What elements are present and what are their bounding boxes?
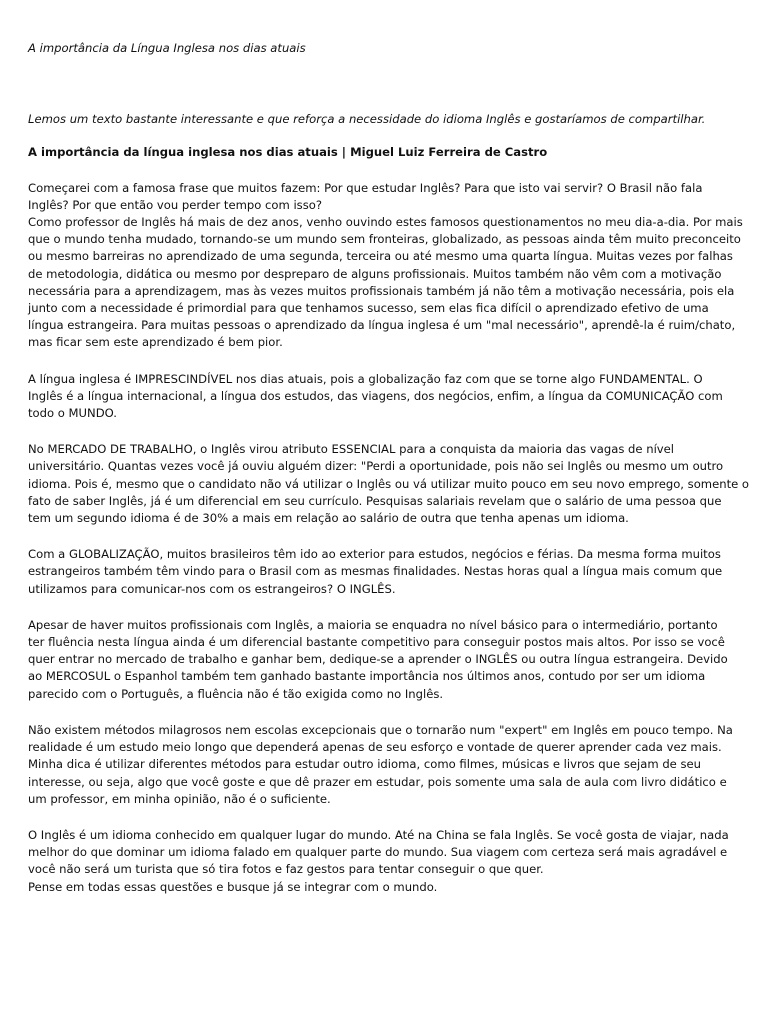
paragraph-line: ao MERCOSUL o Espanhol também tem ganhado bastante importância nos últimos anos, contudo por ser um idioma xyxy=(28,669,706,684)
paragraph-line: você não será um turista que só tira fotos e faz gestos para tentar conseguir o que quer. xyxy=(28,862,544,877)
paragraph-line: estrangeiros também têm vindo para o Brasil com as mesmas finalidades. Nestas horas qual a língua mais comum que xyxy=(28,564,723,579)
paragraph-line: necessária para a aprendizagem, mas às vezes muitos profissionais também já não têm a motivação necessária, pois ela xyxy=(28,283,735,298)
paragraph-line: Não existem métodos milagrosos nem escolas excepcionais que o tornarão num "expert" em Inglês em pouco tempo. Na xyxy=(28,722,733,737)
paragraph-line: parecido com o Português, a fluência não é tão exigida como no Inglês. xyxy=(28,686,444,701)
paragraph-line: Minha dica é utilizar diferentes métodos para estudar outro idioma, como filmes, músicas e livros que sejam de seu xyxy=(28,757,702,772)
article-paragraph xyxy=(28,617,748,703)
paragraph-line: universitário. Quantas vezes você já ouviu alguém dizer: "Perdi a oportunidade, pois não sei Inglês ou mesmo um outro xyxy=(28,459,724,474)
article-paragraph xyxy=(28,371,748,423)
paragraph-line: ter fluência nesta língua ainda é um diferencial bastante competitivo para conseguir postos mais altos. Por isso se você xyxy=(28,635,725,650)
paragraph-line: fato de saber Inglês, já é um diferencial em seu currículo. Pesquisas salariais revelam que o salário de uma pessoa que xyxy=(28,493,722,508)
paragraph-line: Inglês é a língua internacional, a língua dos estudos, das viagens, dos negócios, enfim, a língua da COMUNICAÇÃO com xyxy=(28,388,723,403)
paragraph-line: interesse, ou seja, algo que você goste e que dê prazer em estudar, pois somente uma sala de aula com livro didático e xyxy=(28,774,727,789)
article-paragraph xyxy=(28,441,748,527)
paragraph-line: No MERCADO DE TRABALHO, o Inglês virou atributo ESSENCIAL para a conquista da maioria das vagas de nível xyxy=(28,442,674,457)
paragraph-line: todo o MUNDO. xyxy=(28,406,117,421)
paragraph-line: realidade é um estudo meio longo que dependerá apenas de seu esforço e vontade de querer aprender cada vez mais. xyxy=(28,740,722,755)
paragraph-line: Apesar de haver muitos profissionais com Inglês, a maioria se enquadra no nível básico para o intermediário, portanto xyxy=(28,617,718,632)
paragraph-line: melhor do que dominar um idioma falado em qualquer parte do mundo. Sua viagem com certeza será mais agradável e xyxy=(28,845,728,860)
article-body xyxy=(28,180,748,896)
article-paragraph xyxy=(28,722,748,808)
paragraph-line: um professor, em minha opinião, não é o suficiente. xyxy=(28,791,331,806)
paragraph-line: Inglês? Por que então vou perder tempo com isso? xyxy=(28,197,323,212)
paragraph-line: que o mundo tenha mudado, tornando-se um mundo sem fronteiras, globalizado, as pessoas ainda têm muito preconceito xyxy=(28,232,741,247)
paragraph-line: idioma. Pois é, mesmo que o candidato não vá utilizar o Inglês ou vá utilizar muito pouco em seu novo emprego, somente o xyxy=(28,476,750,491)
paragraph-line: de metodologia, didática ou mesmo por despreparo de alguns profissionais. Muitos também não vêm com a motivação xyxy=(28,266,722,281)
article-paragraph xyxy=(28,180,748,352)
paragraph-line: língua estrangeira. Para muitas pessoas o aprendizado da língua inglesa é um "mal necessário", aprendê-la é ruim/chato, xyxy=(28,318,736,333)
paragraph-line: Com a GLOBALIZAÇÃO, muitos brasileiros têm ido ao exterior para estudos, negócios e férias. Da mesma forma muitos xyxy=(28,547,721,562)
paragraph-line: O Inglês é um idioma conhecido em qualquer lugar do mundo. Até na China se fala Inglês. Se você gosta de viajar, nada xyxy=(28,827,729,842)
paragraph-line: mas ficar sem este aprendizado é bem pior. xyxy=(28,335,283,350)
article-paragraph xyxy=(28,827,748,896)
paragraph-line: A língua inglesa é IMPRESCINDÍVEL nos dias atuais, pois a globalização faz com que se torne algo FUNDAMENTAL. O xyxy=(28,371,703,386)
paragraph-line: Pense em todas essas questões e busque já se integrar com o mundo. xyxy=(28,879,438,894)
paragraph-line: ou mesmo barreiras no aprendizado de uma segunda, terceira ou até mesmo uma quarta língua. Muitas vezes por falhas xyxy=(28,249,733,264)
paragraph-line: Começarei com a famosa frase que muitos fazem: Por que estudar Inglês? Para que isto vai servir? O Brasil não fala xyxy=(28,180,703,195)
article-paragraph xyxy=(28,546,748,598)
paragraph-line: Como professor de Inglês há mais de dez anos, venho ouvindo estes famosos questionamentos no meu dia-a-dia. Por mais xyxy=(28,215,743,230)
paragraph-line: tem um segundo idioma é de 30% a mais em relação ao salário de outra que tenha apenas um idioma. xyxy=(28,511,629,526)
document-title: A importância da Língua Inglesa nos dias atuais xyxy=(28,41,306,55)
paragraph-line: quer entrar no mercado de trabalho e ganhar bem, dedique-se a aprender o INGLÊS ou outra língua estrangeira. Devido xyxy=(28,652,728,667)
article-title: A importância da língua inglesa nos dias atuais | Miguel Luiz Ferreira de Castro xyxy=(28,145,548,160)
intro-text: Lemos um texto bastante interessante e que reforça a necessidade do idioma Inglês e gostaríamos de compartilhar. xyxy=(28,112,706,127)
paragraph-line: utilizamos para comunicar-nos com os estrangeiros? O INGLÊS. xyxy=(28,581,396,596)
paragraph-line: junto com a necessidade é primordial para que tenhamos sucesso, sem elas fica difícil o aprendizado efetivo de uma xyxy=(28,301,709,316)
